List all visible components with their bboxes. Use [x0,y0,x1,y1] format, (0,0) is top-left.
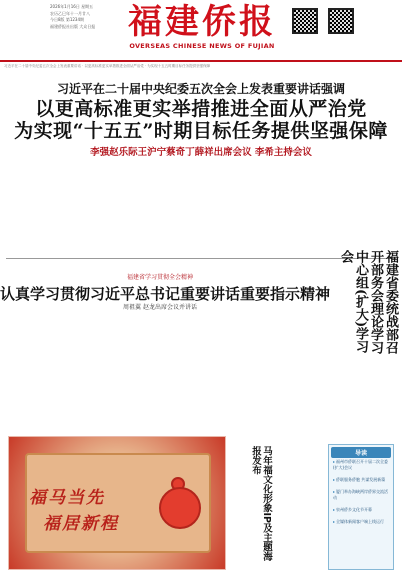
side-vertical-headline[interactable]: 福建省委统战部召开部务会理论学习中心组(扩大)学习会 [338,250,398,354]
guide-item[interactable]: ▸ 福州市侨联召开十届二次全委(扩大)会议 [333,459,391,471]
newspaper-title: 福建侨报 [128,2,276,42]
side-body-text [322,275,346,425]
second-subhead: 周祖翼 赵龙出席会议并讲话 [123,304,197,311]
guide-item[interactable]: ▸ 厦门举办海峡两岸侨界交流活动 [333,489,391,501]
lead-subhead: 李强赵乐际王沪宁蔡奇丁薛祥出席会议 李希主持会议 [90,147,312,158]
text-column [89,316,160,428]
qr-code-icon[interactable] [328,8,354,34]
text-column [165,316,236,428]
lead-headline-line1[interactable]: 以更高标准更实举措推进全面从严治党 [35,98,367,120]
new-year-banner-image[interactable] [8,436,226,570]
meta-line: 2026年1月16日 星期五 [50,4,94,9]
banner-calligraphy-line1: 福马当先 [29,488,105,508]
guide-item[interactable]: ▸ 泉州侨乡文化节开幕 [333,507,391,513]
text-column [76,160,135,255]
feature-body-text [280,446,320,566]
masthead-divider [0,60,402,62]
meta-line: 农历乙巳年十一月廿八 [50,10,90,16]
text-column [12,316,83,428]
text-column [333,160,392,255]
lead-body-text [12,160,392,255]
guide-item[interactable]: ▸ 全媒体新闻客户端上线运行 [333,519,391,525]
qr-code-icon[interactable] [292,8,318,34]
guide-list [333,459,391,531]
text-column [242,316,313,428]
text-column [140,160,199,255]
lead-kicker: 习近平在二十届中央纪委五次全会上发表重要讲话强调 [56,82,345,96]
meta-line: 今日8版 第1234期 [50,17,84,22]
text-column [205,160,264,255]
second-body-text [12,316,312,428]
lead-headline-line2[interactable]: 为实现“十五五”时期目标任务提供坚强保障 [14,120,388,142]
text-column [12,160,71,255]
guide-title: 导读 [331,447,391,458]
horse-mascot-body-icon [159,487,201,529]
ticker-bar: 习近平在二十届中央纪委五次全会上发表重要讲话 · 以更高标准更实举措推进全面从严治党 · 为实现十五五时期目标任务提供坚强保障 [4,64,211,68]
guide-box [328,444,394,570]
second-headline[interactable]: 认真学习贯彻习近平总书记重要讲话重要指示精神 [0,285,331,303]
banner-calligraphy-line2: 福居新程 [43,514,119,534]
masthead [0,0,402,66]
guide-item[interactable]: ▸ 侨联服务侨胞 共谋发展新篇 [333,477,391,483]
meta-line: 福建侨报社出版 大众日报 [50,23,96,29]
feature-vertical-headline[interactable]: 马年福文化形象IP及主题海报发布 [250,446,272,561]
second-kicker: 福建省学习贯彻全会精神 [126,274,193,281]
masthead-meta [50,4,114,30]
text-column [269,160,328,255]
newspaper-subtitle: OVERSEAS CHINESE NEWS OF FUJIAN [129,42,275,50]
